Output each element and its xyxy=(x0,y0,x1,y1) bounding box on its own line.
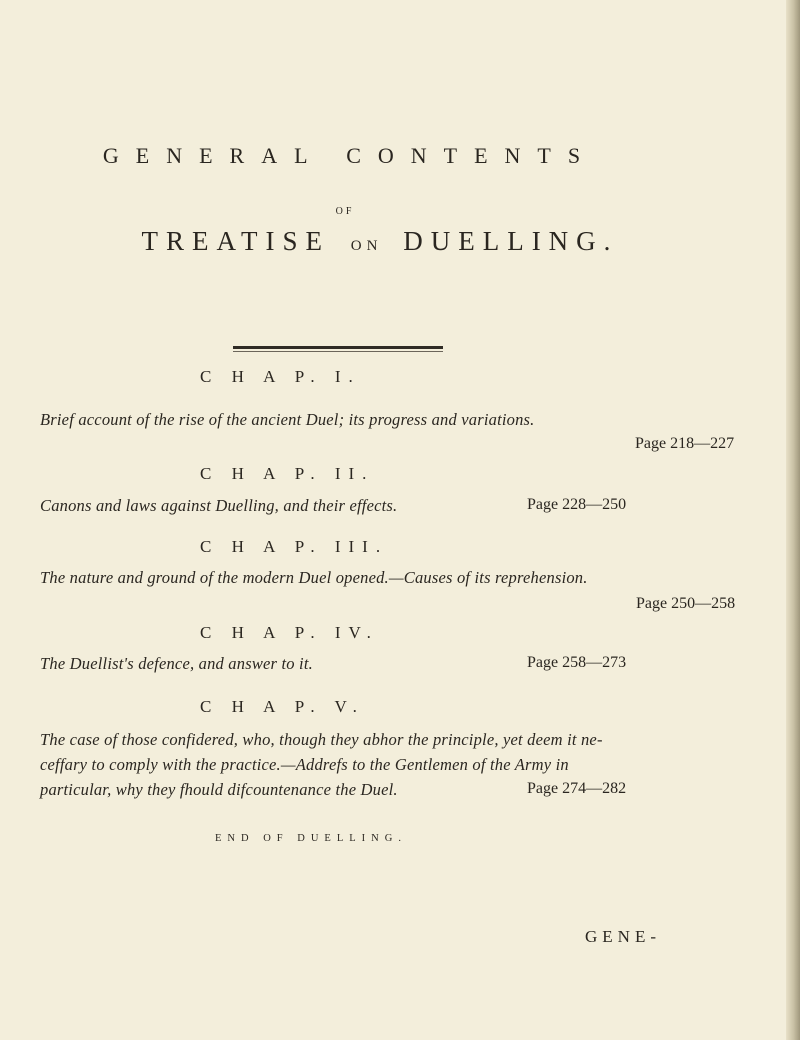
page-edge-shadow xyxy=(786,0,800,1040)
chapter-3-pages: Page 250—258 xyxy=(636,595,736,612)
chapter-2-pages: Page 228—250 xyxy=(527,496,627,513)
chapter-1-heading: C H A P. I. xyxy=(200,367,361,386)
chapter-3-heading: C H A P. III. xyxy=(200,537,389,556)
title-on: ON xyxy=(350,238,383,254)
chapter-1-description: Brief account of the rise of the ancient Duel; its progress and variations. xyxy=(40,410,535,429)
chapter-4-pages: Page 258—273 xyxy=(527,654,627,671)
chapter-5-pages: Page 274—282 xyxy=(527,780,627,797)
chapter-5-heading: C H A P. V. xyxy=(200,697,365,716)
ornamental-rule xyxy=(233,346,443,349)
chapter-4-description: The Duellist's defence, and answer to it. xyxy=(40,654,313,673)
end-of-duelling: END OF DUELLING. xyxy=(215,833,407,844)
title-treatise-on-duelling xyxy=(20,226,740,257)
catchword: GENE- xyxy=(585,927,661,946)
chapter-1-pages: Page 218—227 xyxy=(635,435,735,452)
chapter-4-heading: C H A P. IV. xyxy=(200,623,379,642)
chapter-2-heading: C H A P. II. xyxy=(200,464,375,483)
chapter-2-description: Canons and laws against Duelling, and their effects. xyxy=(40,496,398,515)
chapter-5-description-line-2: ceffary to comply with the practice.—Addrefs to the Gentlemen of the Army in xyxy=(40,755,569,774)
title-treatise: TREATISE xyxy=(141,226,331,256)
title-of: OF xyxy=(335,206,355,217)
ornamental-rule-thin xyxy=(233,351,443,352)
title-duelling: DUELLING. xyxy=(403,226,619,256)
title-general-contents: GENERAL CONTENTS xyxy=(102,143,598,168)
chapter-3-description: The nature and ground of the modern Duel opened.—Causes of its reprehension. xyxy=(40,568,588,587)
chapter-5-description-line-3: particular, why they fhould difcountenance the Duel. xyxy=(40,780,398,799)
chapter-5-description-line-1: The case of those confidered, who, though they abhor the principle, yet deem it ne- xyxy=(40,730,603,749)
